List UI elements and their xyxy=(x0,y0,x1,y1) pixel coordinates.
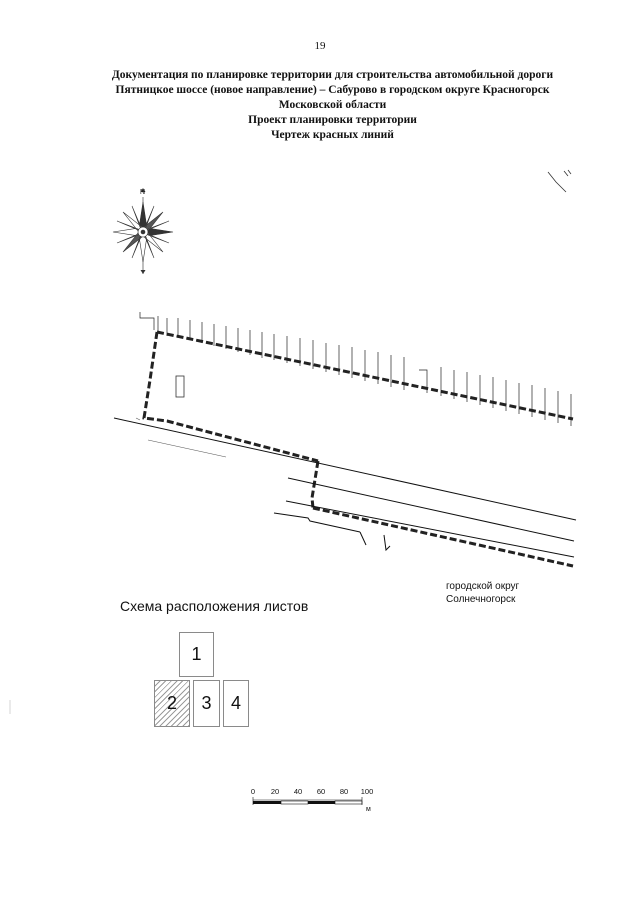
title-line-2: Пятницкое шоссе (новое направление) – Сабурово в городском округе Красногорск xyxy=(115,84,550,96)
red-line-boundary xyxy=(144,332,573,566)
scale-tick-20: 20 xyxy=(270,787,280,796)
sheet-1-number: 1 xyxy=(191,644,202,664)
compass-rose-icon xyxy=(113,188,173,274)
sheet-2-current xyxy=(154,680,190,727)
title-line-5: Чертеж красных линий xyxy=(271,129,394,141)
scale-tick-100: 100 xyxy=(360,787,374,796)
compass-north-letter: N xyxy=(140,189,146,196)
district-label-line-1: городской округ xyxy=(446,581,520,592)
page-number: 19 xyxy=(314,40,326,52)
sheet-3-number: 3 xyxy=(201,693,212,713)
sheet-4-number: 4 xyxy=(230,693,241,713)
scale-tick-80: 80 xyxy=(339,787,349,796)
road-edges xyxy=(114,418,576,557)
title-line-1: Документация по планировке территории для строительства автомобильной дороги xyxy=(111,69,554,81)
scale-tick-0: 0 xyxy=(250,787,256,796)
sheet-layout-title: Схема расположения листов xyxy=(120,598,309,614)
sheet-3 xyxy=(193,680,220,727)
sheet-4 xyxy=(223,680,249,727)
district-label xyxy=(446,580,519,606)
scale-tick-40: 40 xyxy=(293,787,303,796)
title-line-4: Проект планировки территории xyxy=(248,114,417,126)
sheet-2-number: 2 xyxy=(166,693,177,713)
edge-fragment xyxy=(548,170,571,192)
sheet-1 xyxy=(179,632,214,677)
scale-tick-labels xyxy=(250,787,390,799)
building-outline xyxy=(176,376,184,397)
parcel-lines xyxy=(140,312,571,426)
scale-unit: м xyxy=(366,806,371,813)
district-label-line-2: Солнечногорск xyxy=(446,594,516,605)
title-line-3: Московской области xyxy=(278,99,387,111)
scale-tick-60: 60 xyxy=(316,787,326,796)
